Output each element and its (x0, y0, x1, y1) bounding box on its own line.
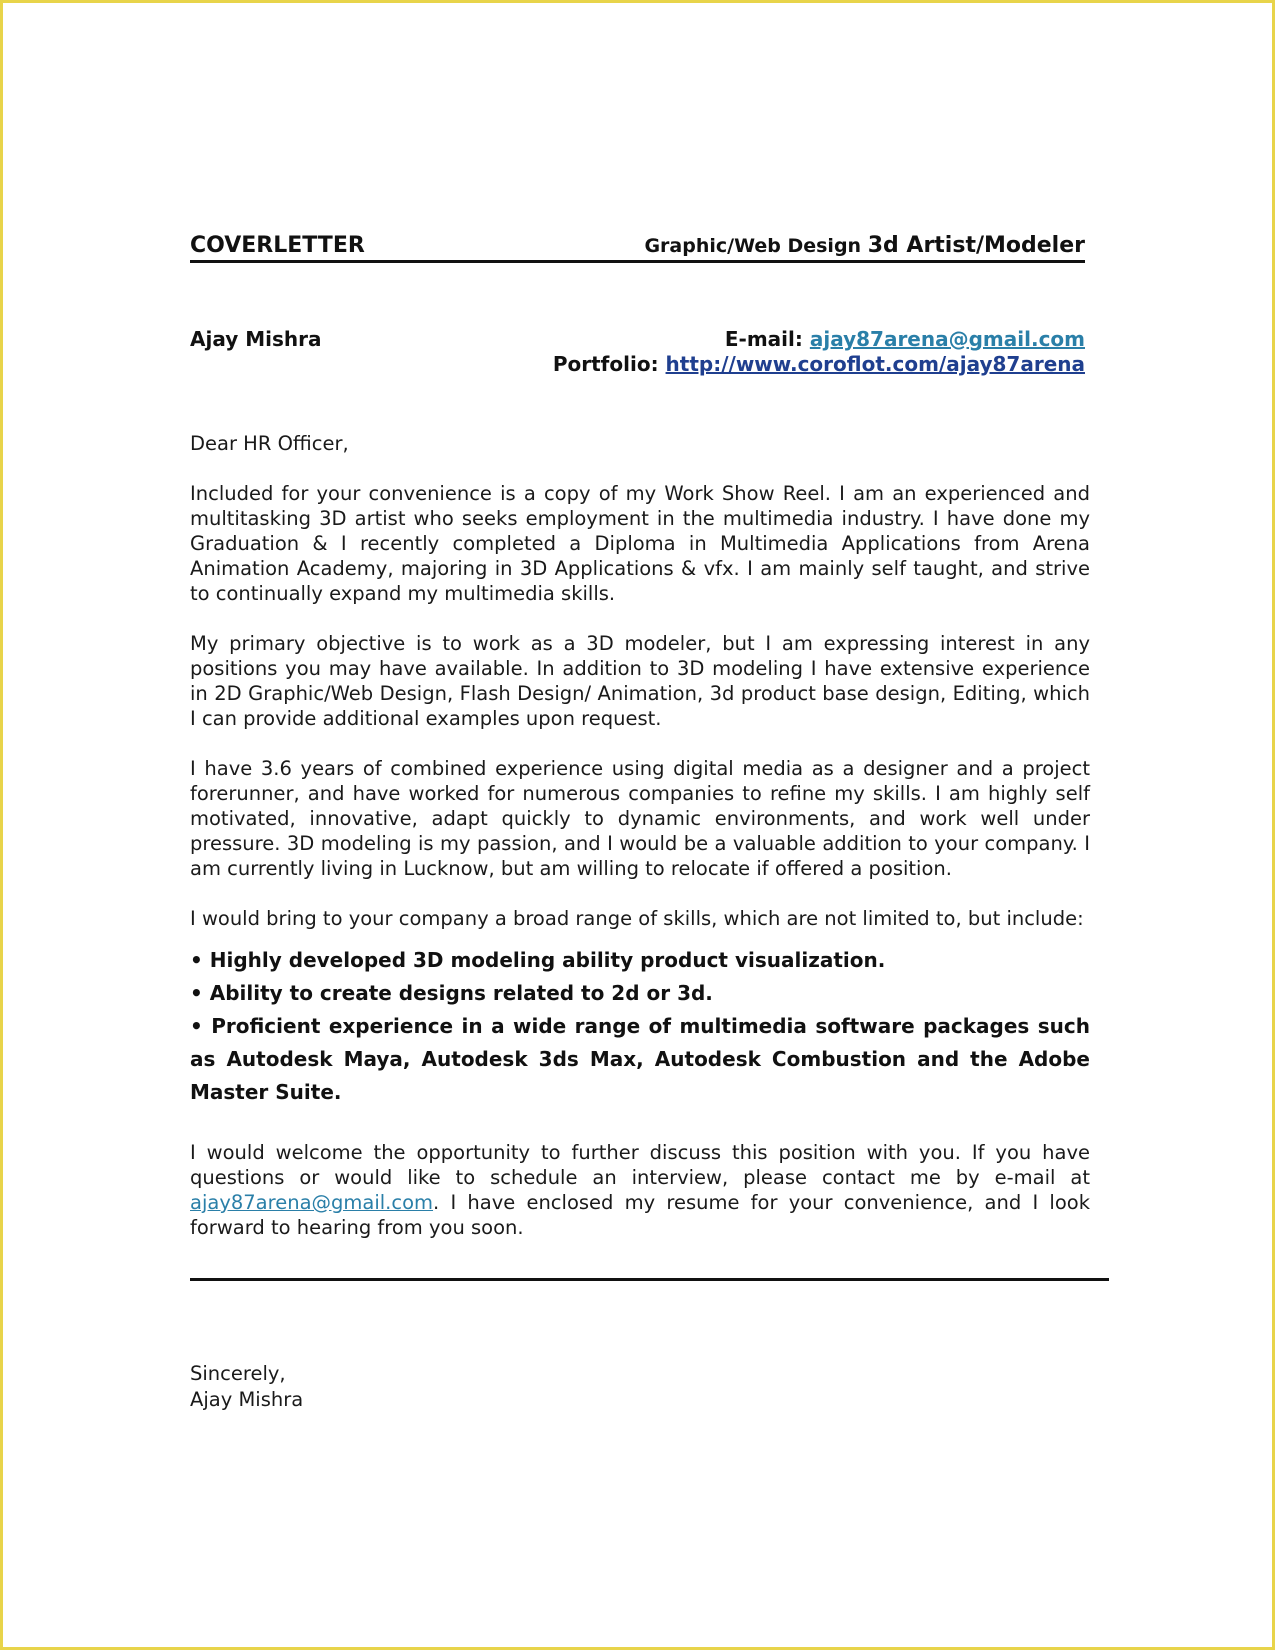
skill-item: • Ability to create designs related to 2d or 3d. (190, 981, 713, 1005)
email-line (553, 327, 1085, 352)
applicant-name: Ajay Mishra (190, 327, 322, 351)
letter-header (190, 233, 1085, 263)
paragraph-2: My primary objective is to work as a 3D modeler, but I am expressing interest in any positions you may have available. In addition to 3D modeling I have extensive experience in 2D Graphic/Web Design, Flash Design/ Animation, 3d product base design, Editing, which I can provide additional examples upon request. (190, 632, 1090, 730)
signoff: Sincerely, (190, 1362, 286, 1385)
closing-text-end: . I have enclosed my resume for your convenience, and I look forward to hearing from you soon. (190, 1191, 1090, 1239)
skill-item: • Highly developed 3D modeling ability product visualization. (190, 948, 886, 972)
email-link[interactable]: ajay87arena@gmail.com (809, 327, 1085, 351)
skill-item: • Proficient experience in a wide range of multimedia software packages such as Autodesk Maya, Autodesk 3ds Max, Autodesk Combustion and the Adobe Master Suite. (190, 1014, 1090, 1104)
closing-email-link[interactable]: ajay87arena@gmail.com (190, 1191, 434, 1214)
portfolio-label: Portfolio: (552, 352, 659, 376)
paragraph-3: I have 3.6 years of combined experience using digital media as a designer and a project forerunner, and have worked for numerous companies to refine my skills. I am highly self motivated, innovative, adapt quickly to dynamic environments, and work well under pressure. 3D modeling is my passion, and I would be a valuable addition to your company. I am currently living in Lucknow, but am willing to relocate if offered a position. (190, 757, 1090, 880)
signature-name: Ajay Mishra (190, 1388, 304, 1411)
role-title (644, 233, 1085, 258)
role-main: 3d Artist/Modeler (867, 233, 1085, 258)
closing-text-start: I would welcome the opportunity to further discuss this position with you. If you have questions or would like to schedule an interview, please contact me by e-mail at (190, 1141, 1090, 1189)
document-page (3, 3, 1272, 1647)
contact-lines (553, 327, 1085, 377)
letter-content (190, 233, 1090, 1240)
portfolio-line (553, 352, 1085, 377)
salutation: Dear HR Officer, (190, 432, 349, 455)
skills-list (190, 944, 1090, 1109)
portfolio-link[interactable]: http://www.coroflot.com/ajay87arena (665, 352, 1085, 376)
signoff-block (190, 1361, 303, 1413)
document-title: COVERLETTER (190, 233, 365, 258)
divider-line (190, 1278, 1109, 1281)
contact-block (190, 327, 1085, 377)
skills-intro: I would bring to your company a broad range of skills, which are not limited to, but include: (190, 907, 1084, 930)
role-prefix: Graphic/Web Design (644, 235, 862, 257)
email-label: E-mail: (724, 327, 803, 351)
closing-paragraph (190, 1140, 1090, 1240)
paragraph-1: Included for your convenience is a copy of my Work Show Reel. I am an experienced and multitasking 3D artist who seeks employment in the multimedia industry. I have done my Graduation & I recently completed a Diploma in Multimedia Applications from Arena Animation Academy, majoring in 3D Applications & vfx. I am mainly self taught, and strive to continually expand my multimedia skills. (190, 482, 1090, 605)
